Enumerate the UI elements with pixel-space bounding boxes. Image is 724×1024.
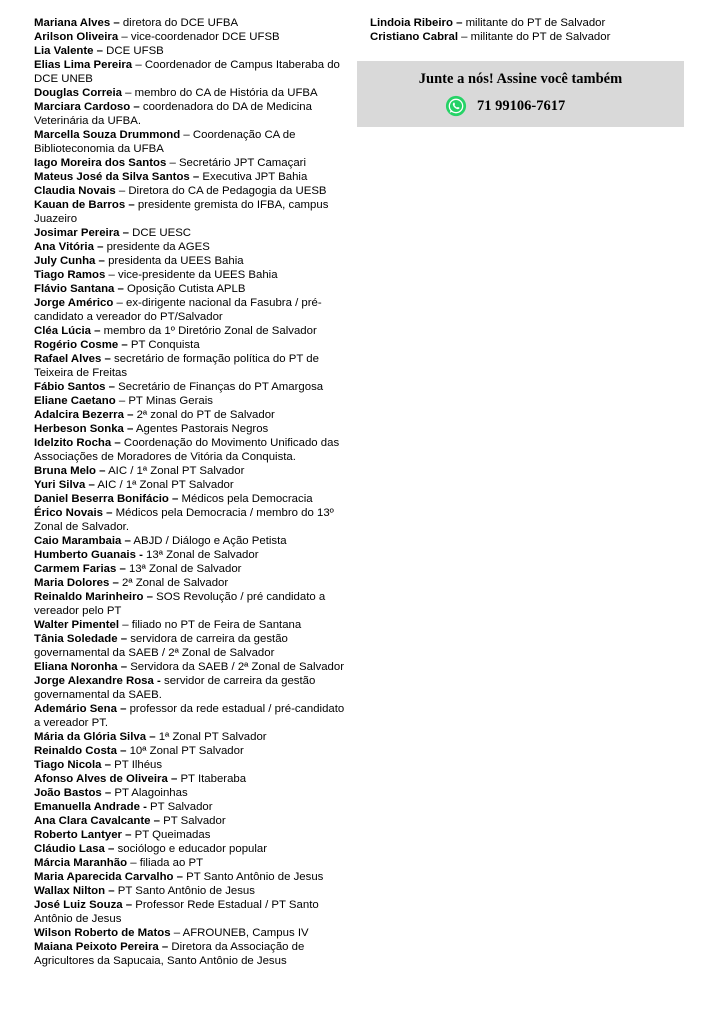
signatory-role: PT Queimadas xyxy=(131,829,211,841)
signatory-name: Arilson Oliveira xyxy=(34,31,119,43)
signatory-entry xyxy=(34,128,347,156)
signatory-name: Rafael Alves – xyxy=(34,353,111,365)
signatory-name: Afonso Alves de Oliveira – xyxy=(34,773,178,785)
signatory-entry xyxy=(34,562,347,576)
signatory-name: Cristiano Cabral xyxy=(370,31,458,43)
signatory-entry xyxy=(34,44,347,58)
phone-number: 71 99106-7617 xyxy=(477,97,566,114)
signatory-name: Emanuella Andrade - xyxy=(34,801,147,813)
signatory-name: Wilson Roberto de Matos xyxy=(34,927,171,939)
signatory-role: Executiva JPT Bahia xyxy=(199,171,308,183)
signatory-name: July Cunha – xyxy=(34,255,105,267)
signatory-role: secretário de formação política do PT de Teixeira de Freitas xyxy=(34,353,319,379)
signatory-role: coordenadora do DA de Medicina Veterinária da UFBA. xyxy=(34,101,312,127)
signatory-name: Daniel Beserra Bonifácio – xyxy=(34,493,179,505)
signatory-role: Secretário de Finanças do PT Amargosa xyxy=(115,381,324,393)
signatory-role: DCE UFSB xyxy=(103,45,164,57)
signatory-entry xyxy=(34,240,347,254)
signatory-role: – Diretora do CA de Pedagogia da UESB xyxy=(115,185,327,197)
signatory-role: Agentes Pastorais Negros xyxy=(133,423,269,435)
signatory-name: Idelzito Rocha – xyxy=(34,437,121,449)
signatory-entry xyxy=(34,492,347,506)
signatory-role: – Coordenação CA de Biblioteconomia da UFBA xyxy=(34,129,296,155)
signatory-role: Professor Rede Estadual / PT Santo Antônio de Jesus xyxy=(34,899,319,925)
signatory-entry xyxy=(34,394,347,408)
signatory-role: Servidora da SAEB / 2ª Zonal de Salvador xyxy=(127,661,345,673)
signatory-entry xyxy=(34,548,347,562)
signatory-entry xyxy=(34,380,347,394)
signatory-name: Marciara Cardoso – xyxy=(34,101,140,113)
signatory-entry xyxy=(34,506,347,534)
signatory-entry xyxy=(34,842,347,856)
signatory-name: Cléa Lúcia – xyxy=(34,325,101,337)
signatory-name: Reinaldo Costa – xyxy=(34,745,127,757)
signatory-role: diretora do DCE UFBA xyxy=(119,17,239,29)
signatory-entry xyxy=(34,86,347,100)
signatory-name: Fábio Santos – xyxy=(34,381,116,393)
signatory-role: ABJD / Diálogo e Ação Petista xyxy=(130,535,287,547)
signatory-name: Ademário Sena – xyxy=(34,703,127,715)
signatory-role: PT Santo Antônio de Jesus xyxy=(114,885,255,897)
signatory-role: PT Itaberaba xyxy=(177,773,247,785)
signatory-entry xyxy=(34,352,347,380)
signatory-entry xyxy=(34,618,347,632)
signatory-entry xyxy=(34,758,347,772)
signatory-entry xyxy=(370,30,700,44)
signatory-role: – membro do CA de História da UFBA xyxy=(121,87,318,99)
signatory-entry xyxy=(370,16,700,30)
signatory-name: Bruna Melo – xyxy=(34,465,106,477)
signatory-name: Lindoia Ribeiro – xyxy=(370,17,463,29)
signatory-role: SOS Revolução / pré candidato a vereador pelo PT xyxy=(34,591,326,617)
signatory-entry xyxy=(34,730,347,744)
signatory-role: – militante do PT de Salvador xyxy=(457,31,611,43)
signatory-name: Elias Lima Pereira xyxy=(34,59,133,71)
signatory-name: Tiago Nicola – xyxy=(34,759,112,771)
signatory-entry xyxy=(34,576,347,590)
signatory-name: Flávio Santana – xyxy=(34,283,124,295)
signatory-role: PT Santo Antônio de Jesus xyxy=(183,871,324,883)
signatory-entry xyxy=(34,100,347,128)
signatory-entry xyxy=(34,926,347,940)
signatory-role: PT Ilhéus xyxy=(111,759,163,771)
signatory-role: 13ª Zonal de Salvador xyxy=(125,563,242,575)
signatory-role: 13ª Zonal de Salvador xyxy=(142,549,259,561)
signatory-name: Jorge Alexandre Rosa - xyxy=(34,675,161,687)
signatory-name: Walter Pimentel xyxy=(34,619,120,631)
signatory-name: Tiago Ramos xyxy=(34,269,106,281)
signatory-entry xyxy=(34,478,347,492)
signatory-entry xyxy=(34,870,347,884)
signatory-name: Rogério Cosme – xyxy=(34,339,128,351)
signatory-role: – AFROUNEB, Campus IV xyxy=(170,927,309,939)
signatory-entry xyxy=(34,464,347,478)
signatories-list-right xyxy=(370,16,700,44)
signatory-entry xyxy=(34,296,347,324)
signatory-entry xyxy=(34,408,347,422)
signatory-name: Érico Novais – xyxy=(34,507,113,519)
signatory-role: – vice-coordenador DCE UFSB xyxy=(118,31,280,43)
signatory-name: Márcia Maranhão xyxy=(34,857,128,869)
signatory-name: Eliana Noronha – xyxy=(34,661,128,673)
signatory-name: Mariana Alves – xyxy=(34,17,120,29)
signatory-entry xyxy=(34,324,347,338)
signatory-name: Carmem Farias – xyxy=(34,563,126,575)
signatory-name: Ana Clara Cavalcante – xyxy=(34,815,160,827)
signatory-role: PT Salvador xyxy=(146,801,213,813)
signatory-entry xyxy=(34,660,347,674)
signatory-name: Adalcira Bezerra – xyxy=(34,409,134,421)
signatory-name: Mateus José da Silva Santos – xyxy=(34,171,200,183)
signatory-name: Claudia Novais xyxy=(34,185,116,197)
signatory-role: AIC / 1ª Zonal PT Salvador xyxy=(105,465,245,477)
signatory-entry xyxy=(34,184,347,198)
signatory-entry xyxy=(34,226,347,240)
signatory-entry xyxy=(34,940,347,968)
join-box xyxy=(357,61,684,127)
signatory-name: Iago Moreira dos Santos xyxy=(34,157,167,169)
signatory-role: servidor de carreira da gestão governamental da SAEB. xyxy=(34,675,316,701)
signatory-entry xyxy=(34,198,347,226)
signatory-entry xyxy=(34,282,347,296)
signatory-name: Lia Valente – xyxy=(34,45,104,57)
signatory-role: DCE UESC xyxy=(129,227,192,239)
signatory-entry xyxy=(34,58,347,86)
whatsapp-icon xyxy=(445,95,467,117)
signatory-role: PT Alagoinhas xyxy=(111,787,188,799)
signatory-entry xyxy=(34,828,347,842)
signatory-role: – Secretário JPT Camaçari xyxy=(166,157,306,169)
signatory-entry xyxy=(34,590,347,618)
signatory-name: Herbeson Sonka – xyxy=(34,423,134,435)
signatory-role: servidora de carreira da gestão governamental da SAEB / 2ª Zonal de Salvador xyxy=(34,633,288,659)
signatory-name: Maria Aparecida Carvalho – xyxy=(34,871,183,883)
signatory-name: Cláudio Lasa – xyxy=(34,843,115,855)
signatory-role: presidente da AGES xyxy=(103,241,210,253)
signatory-name: Jorge Américo xyxy=(34,297,114,309)
signatory-name: Maiana Peixoto Pereira – xyxy=(34,941,169,953)
signatory-role: Oposição Cutista APLB xyxy=(123,283,246,295)
signatory-role: militante do PT de Salvador xyxy=(462,17,606,29)
signatory-role: 1ª Zonal PT Salvador xyxy=(155,731,267,743)
signatory-role: AIC / 1ª Zonal PT Salvador xyxy=(94,479,234,491)
signatory-name: Tânia Soledade – xyxy=(34,633,128,645)
signatory-name: Marcella Souza Drummond xyxy=(34,129,181,141)
signatory-role: 2ª zonal do PT de Salvador xyxy=(133,409,275,421)
signatory-name: Caio Marambaia – xyxy=(34,535,131,547)
signatory-role: professor da rede estadual / pré-candidato a vereador PT. xyxy=(34,703,345,729)
signatory-entry xyxy=(34,856,347,870)
signatory-role: presidenta da UEES Bahia xyxy=(104,255,244,267)
signatory-name: Josimar Pereira – xyxy=(34,227,129,239)
signatory-entry xyxy=(34,786,347,800)
signatory-role: Médicos pela Democracia / membro do 13º Zonal de Salvador. xyxy=(34,507,334,533)
signatory-name: Roberto Lantyer – xyxy=(34,829,132,841)
signatory-name: Yuri Silva – xyxy=(34,479,95,491)
signatory-entry xyxy=(34,16,347,30)
signatory-entry xyxy=(34,674,347,702)
signatory-name: Kauan de Barros – xyxy=(34,199,135,211)
signatory-entry xyxy=(34,156,347,170)
signatory-entry xyxy=(34,534,347,548)
signatory-entry xyxy=(34,338,347,352)
signatory-role: sociólogo e educador popular xyxy=(114,843,268,855)
signatory-role: – PT Minas Gerais xyxy=(115,395,213,407)
signatory-role: – ex-dirigente nacional da Fasubra / pré-candidato a vereador do PT/Salvador xyxy=(34,297,322,323)
signatory-entry xyxy=(34,814,347,828)
signatory-role: PT Conquista xyxy=(127,339,200,351)
signatory-name: José Luiz Souza – xyxy=(34,899,133,911)
signatory-role: membro da 1º Diretório Zonal de Salvador xyxy=(100,325,317,337)
signatory-name: Maria Dolores – xyxy=(34,577,119,589)
signatory-entry xyxy=(34,254,347,268)
signatory-entry xyxy=(34,772,347,786)
signatory-entry xyxy=(34,436,347,464)
signatory-name: Mária da Glória Silva – xyxy=(34,731,156,743)
signatory-role: presidente gremista do IFBA, campus Juazeiro xyxy=(34,199,329,225)
signatory-name: Wallax Nilton – xyxy=(34,885,115,897)
signatory-name: João Bastos – xyxy=(34,787,112,799)
signatory-name: Humberto Guanais - xyxy=(34,549,143,561)
signatory-entry xyxy=(34,800,347,814)
signatory-role: Diretora da Associação de Agricultores da Sapucaia, Santo Antônio de Jesus xyxy=(34,941,305,967)
signatory-role: PT Salvador xyxy=(160,815,226,827)
signatory-role: – filiado no PT de Feira de Santana xyxy=(119,619,302,631)
join-title: Junte a nós! Assine você também xyxy=(418,71,623,87)
signatory-entry xyxy=(34,170,347,184)
signatory-entry xyxy=(34,898,347,926)
join-phone-row xyxy=(445,94,565,118)
signatory-entry xyxy=(34,268,347,282)
signatory-role: – filiada ao PT xyxy=(127,857,204,869)
signatory-role: – vice-presidente da UEES Bahia xyxy=(105,269,278,281)
signatory-name: Ana Vitória – xyxy=(34,241,104,253)
signatory-entry xyxy=(34,884,347,898)
signatory-name: Eliane Caetano xyxy=(34,395,116,407)
signatory-role: 2ª Zonal de Salvador xyxy=(118,577,229,589)
signatory-entry xyxy=(34,744,347,758)
signatory-name: Reinaldo Marinheiro – xyxy=(34,591,153,603)
signatory-name: Douglas Correia xyxy=(34,87,122,99)
signatory-entry xyxy=(34,30,347,44)
signatories-list-left xyxy=(34,16,347,968)
signatory-role: – Coordenador de Campus Itaberaba do DCE UNEB xyxy=(34,59,340,85)
signatory-role: Médicos pela Democracia xyxy=(178,493,313,505)
signatory-entry xyxy=(34,422,347,436)
signatory-role: 10ª Zonal PT Salvador xyxy=(126,745,244,757)
signatory-role: Coordenação do Movimento Unificado das Associações de Moradores de Vitória da Conquista. xyxy=(34,437,340,463)
signatory-entry xyxy=(34,632,347,660)
signatory-entry xyxy=(34,702,347,730)
